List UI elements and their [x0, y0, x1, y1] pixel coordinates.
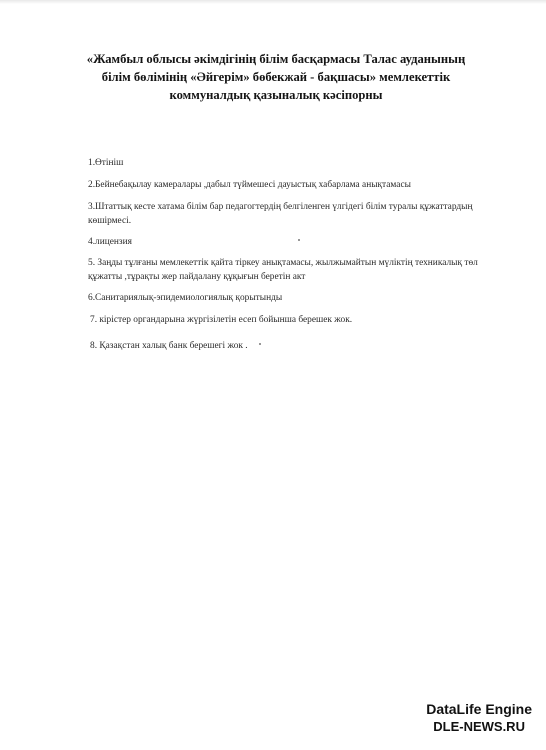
- watermark-title: DataLife Engine: [426, 701, 532, 717]
- scan-speck: [259, 343, 261, 345]
- list-item: 3.Штаттық кесте хатама білім бар педагогтердің белгіленген үлгідегі білім туралы құжаттардың көшірмесі.: [88, 202, 473, 226]
- list-item: 2.Бейнебақылау камералары ,дабыл түймешесі дауыстық хабарлама анықтамасы: [88, 180, 411, 190]
- list-item: 7. кірістер органдарына жүргізілетін есеп бойынша берешек жок.: [90, 315, 353, 325]
- watermark-site: DLE-NEWS.RU: [433, 719, 525, 734]
- scan-speck: [298, 239, 300, 241]
- scan-edge: [0, 0, 546, 4]
- document-title: «Жамбыл облысы әкімдігінің білім басқармасы Талас ауданының білім бөлімінің «Әйгерім» бөбекжай - бақшасы» мемлекеттік коммуналдық қазыналық кәсіпорны: [86, 52, 466, 102]
- list-item: 4.лицензия: [88, 237, 132, 247]
- watermark: [426, 700, 532, 736]
- list-item: 1.Өтініш: [88, 158, 124, 168]
- list-item: 8. Қазақстан халық банк берешегі жок .: [90, 341, 248, 351]
- list-item: 5. Заңды тұлғаны мемлекеттік қайта тіркеу анықтамасы, жылжымайтын мүліктің техникалық төл құжатты ,тұрақты жер пайдалану құқығын беретін акт: [88, 258, 478, 282]
- list-item: 6.Санитариялық-эпидемиологиялық қорытынды: [88, 293, 283, 303]
